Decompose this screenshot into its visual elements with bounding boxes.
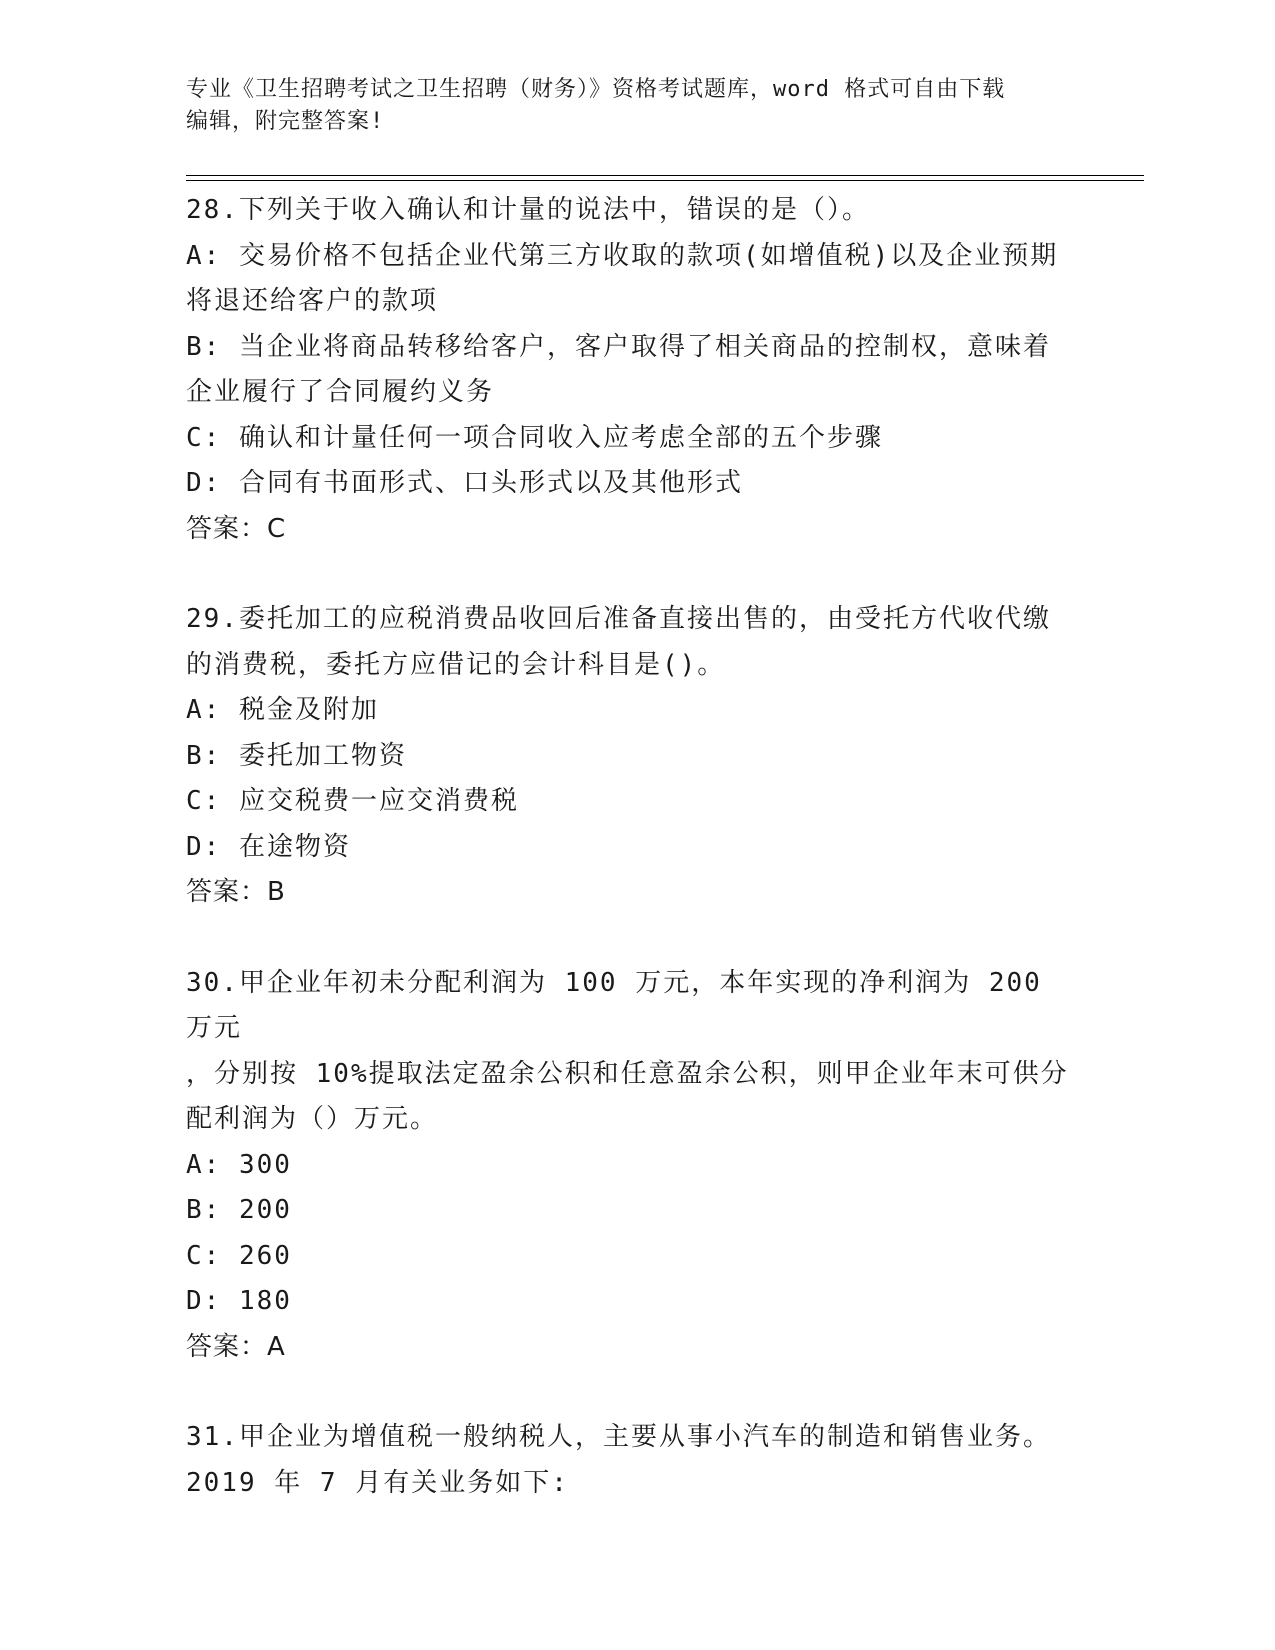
stem-line: 2019 年 7 月有关业务如下: bbox=[186, 1467, 569, 1498]
question-30 bbox=[186, 961, 1086, 1371]
answer-line: 答案：C bbox=[186, 513, 287, 544]
option-c: C: 260 bbox=[186, 1240, 292, 1271]
option-c: C: 确认和计量任何一项合同收入应考虑全部的五个步骤 bbox=[186, 422, 883, 453]
option-b: B: 200 bbox=[186, 1195, 292, 1225]
stem-line: 配利润为（）万元。 bbox=[186, 1104, 439, 1134]
stem-line: 31.甲企业为增值税一般纳税人，主要从事小汽车的制造和销售业务。 bbox=[186, 1422, 1051, 1452]
option-line: 将退还给客户的款项 bbox=[186, 286, 439, 316]
stem-line: 29.委托加工的应税消费品收回后准备直接出售的，由受托方代收代缴 bbox=[186, 604, 1051, 634]
option-d: D: 180 bbox=[186, 1286, 292, 1316]
option-a: A: 税金及附加 bbox=[186, 695, 379, 725]
stem-line: 的消费税，委托方应借记的会计科目是()。 bbox=[186, 649, 726, 680]
option-a bbox=[186, 234, 1086, 325]
header-line-2: 编辑，附完整答案! bbox=[186, 109, 385, 134]
question-spacer bbox=[186, 916, 1086, 961]
question-stem bbox=[186, 961, 1086, 1143]
stem-line: 30.甲企业年初未分配利润为 100 万元，本年实现的净利润为 200 万元 bbox=[186, 967, 1042, 1043]
question-stem bbox=[186, 1415, 1086, 1506]
answer-line: 答案：B bbox=[186, 877, 286, 907]
option-d: D: 在途物资 bbox=[186, 831, 351, 862]
option-a: A: 300 bbox=[186, 1149, 292, 1180]
option-line: 企业履行了合同履约义务 bbox=[186, 377, 495, 407]
answer-line: 答案：A bbox=[186, 1331, 286, 1362]
option-line: A: 交易价格不包括企业代第三方收取的款项(如增值税)以及企业预期 bbox=[186, 240, 1059, 271]
header-divider-bottom bbox=[186, 180, 1144, 181]
question-28 bbox=[186, 188, 1086, 552]
question-spacer bbox=[186, 552, 1086, 597]
option-line: B: 当企业将商品转移给客户，客户取得了相关商品的控制权，意味着 bbox=[186, 331, 1051, 362]
option-b bbox=[186, 325, 1086, 416]
header-line-1: 专业《卫生招聘考试之卫生招聘（财务）》资格考试题库，word 格式可自由下载 bbox=[186, 77, 1006, 102]
question-stem bbox=[186, 597, 1086, 688]
question-stem: 28.下列关于收入确认和计量的说法中，错误的是（）。 bbox=[186, 195, 870, 225]
question-31 bbox=[186, 1415, 1086, 1506]
option-d: D: 合同有书面形式、口头形式以及其他形式 bbox=[186, 468, 743, 498]
option-b: B: 委托加工物资 bbox=[186, 740, 407, 771]
stem-line: ，分别按 10%提取法定盈余公积和任意盈余公积，则甲企业年末可供分 bbox=[186, 1058, 1069, 1089]
option-c: C: 应交税费一应交消费税 bbox=[186, 786, 519, 816]
document-header bbox=[186, 74, 1066, 138]
question-list bbox=[186, 188, 1086, 1506]
header-divider-top bbox=[186, 175, 1144, 176]
question-29 bbox=[186, 597, 1086, 916]
question-spacer bbox=[186, 1370, 1086, 1415]
